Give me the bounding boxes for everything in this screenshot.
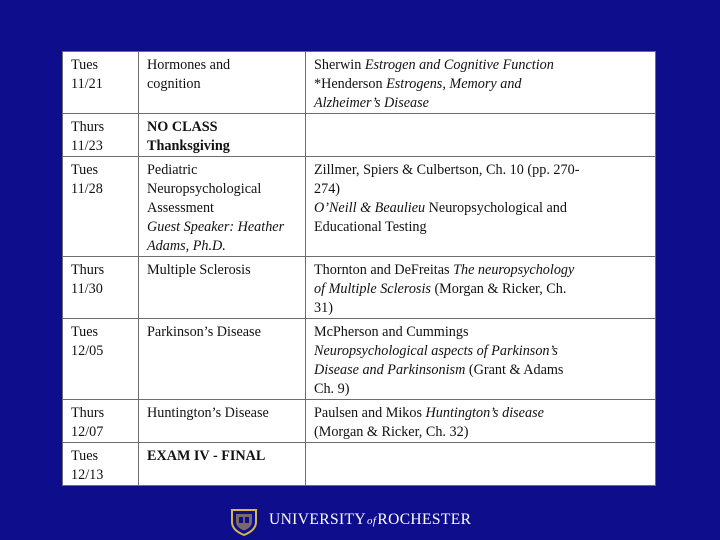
schedule-row: [63, 52, 656, 114]
reading-line: [314, 280, 649, 299]
university-name: UNIVERSITYofROCHESTER: [269, 511, 472, 528]
date-line: 11/23: [71, 138, 103, 154]
readings-cell: [306, 319, 656, 400]
topic-line: Neuropsychological: [147, 181, 262, 197]
date-line: Thurs: [71, 262, 105, 278]
reading-text: Zillmer, Spiers & Culbertson, Ch. 10 (pp. 270-: [314, 162, 580, 178]
reading-text: Sherwin: [314, 57, 365, 73]
date-line: 11/21: [71, 76, 103, 92]
reading-text: (Morgan & Ricker, Ch.: [430, 281, 567, 297]
university-seal-icon: [229, 508, 259, 536]
date-cell: [63, 52, 139, 114]
date-cell: [63, 400, 139, 443]
date-line: 11/28: [71, 181, 103, 197]
schedule-row: [63, 443, 656, 486]
topic-line: cognition: [147, 76, 201, 92]
reading-line: [314, 380, 649, 399]
topic-cell: [139, 52, 306, 114]
date-line: Tues: [71, 448, 99, 464]
reading-text: Thornton and DeFreitas: [314, 262, 454, 278]
reading-text: (Morgan & Ricker, Ch. 32): [314, 424, 469, 440]
reading-line: [314, 299, 649, 318]
reading-line: [314, 94, 649, 113]
date-cell: [63, 157, 139, 257]
reading-line: [314, 404, 649, 423]
reading-title: O’Neill & Beaulieu: [314, 200, 426, 216]
reading-line: [314, 361, 649, 380]
reading-line: [314, 218, 649, 237]
schedule-body: [63, 52, 656, 486]
reading-text: (Grant & Adams: [465, 362, 564, 378]
reading-text: McPherson and Cummings: [314, 324, 469, 340]
topic-line: NO CLASS: [147, 119, 218, 135]
topic-line: Assessment: [147, 200, 214, 216]
readings-cell: [306, 443, 656, 486]
schedule-row: [63, 257, 656, 319]
schedule-row: [63, 114, 656, 157]
reading-title: The neuropsychology: [453, 262, 575, 278]
reading-title: Alzheimer’s Disease: [314, 95, 429, 111]
topic-line: Thanksgiving: [147, 138, 230, 154]
reading-title: Estrogen and Cognitive Function: [364, 57, 554, 73]
reading-line: [314, 342, 649, 361]
date-line: Tues: [71, 162, 99, 178]
reading-line: [314, 199, 649, 218]
readings-cell: [306, 157, 656, 257]
date-line: 12/07: [71, 424, 104, 440]
reading-title: Disease and Parkinsonism: [314, 362, 466, 378]
readings-cell: [306, 114, 656, 157]
topic-line: Multiple Sclerosis: [147, 262, 251, 278]
topic-line: Huntington’s Disease: [147, 405, 269, 421]
topic-cell: [139, 114, 306, 157]
schedule-row: [63, 400, 656, 443]
topic-cell: [139, 443, 306, 486]
reading-text: Ch. 9): [314, 381, 350, 397]
reading-line: [314, 161, 649, 180]
date-cell: [63, 114, 139, 157]
date-cell: [63, 257, 139, 319]
reading-title: of Multiple Sclerosis: [314, 281, 431, 297]
date-cell: [63, 443, 139, 486]
readings-cell: [306, 52, 656, 114]
reading-line: [314, 261, 649, 280]
guest-speaker-line: Guest Speaker: Heather: [147, 219, 285, 235]
date-line: Tues: [71, 324, 99, 340]
readings-cell: [306, 257, 656, 319]
reading-text: Paulsen and Mikos: [314, 405, 426, 421]
topic-cell: [139, 319, 306, 400]
reading-text: 274): [314, 181, 341, 197]
topic-cell: [139, 400, 306, 443]
date-line: Thurs: [71, 119, 105, 135]
topic-line: Pediatric: [147, 162, 198, 178]
reading-line: [314, 423, 649, 442]
reading-title: Estrogens, Memory and: [386, 76, 522, 92]
topic-line: EXAM IV - FINAL: [147, 448, 266, 464]
readings-cell: [306, 400, 656, 443]
topic-cell: [139, 157, 306, 257]
date-line: 11/30: [71, 281, 103, 297]
course-schedule-table: [62, 51, 656, 486]
date-line: Thurs: [71, 405, 105, 421]
date-line: 12/05: [71, 343, 104, 359]
reading-line: [314, 75, 649, 94]
reading-line: [314, 323, 649, 342]
date-line: 12/13: [71, 467, 104, 483]
topic-line: Parkinson’s Disease: [147, 324, 261, 340]
reading-text: Neuropsychological and: [425, 200, 567, 216]
date-line: Tues: [71, 57, 99, 73]
date-cell: [63, 319, 139, 400]
guest-speaker-line: Adams, Ph.D.: [147, 238, 226, 254]
reading-line: [314, 56, 649, 75]
schedule-row: [63, 319, 656, 400]
reading-text: 31): [314, 300, 333, 316]
reading-text: Educational Testing: [314, 219, 427, 235]
topic-cell: [139, 257, 306, 319]
footer-logo: [229, 508, 499, 536]
reading-title: Neuropsychological aspects of Parkinson’s: [314, 343, 558, 359]
reading-line: [314, 180, 649, 199]
topic-line: Hormones and: [147, 57, 231, 73]
reading-text: *Henderson: [314, 76, 387, 92]
reading-title: Huntington’s disease: [425, 405, 544, 421]
schedule-row: [63, 157, 656, 257]
